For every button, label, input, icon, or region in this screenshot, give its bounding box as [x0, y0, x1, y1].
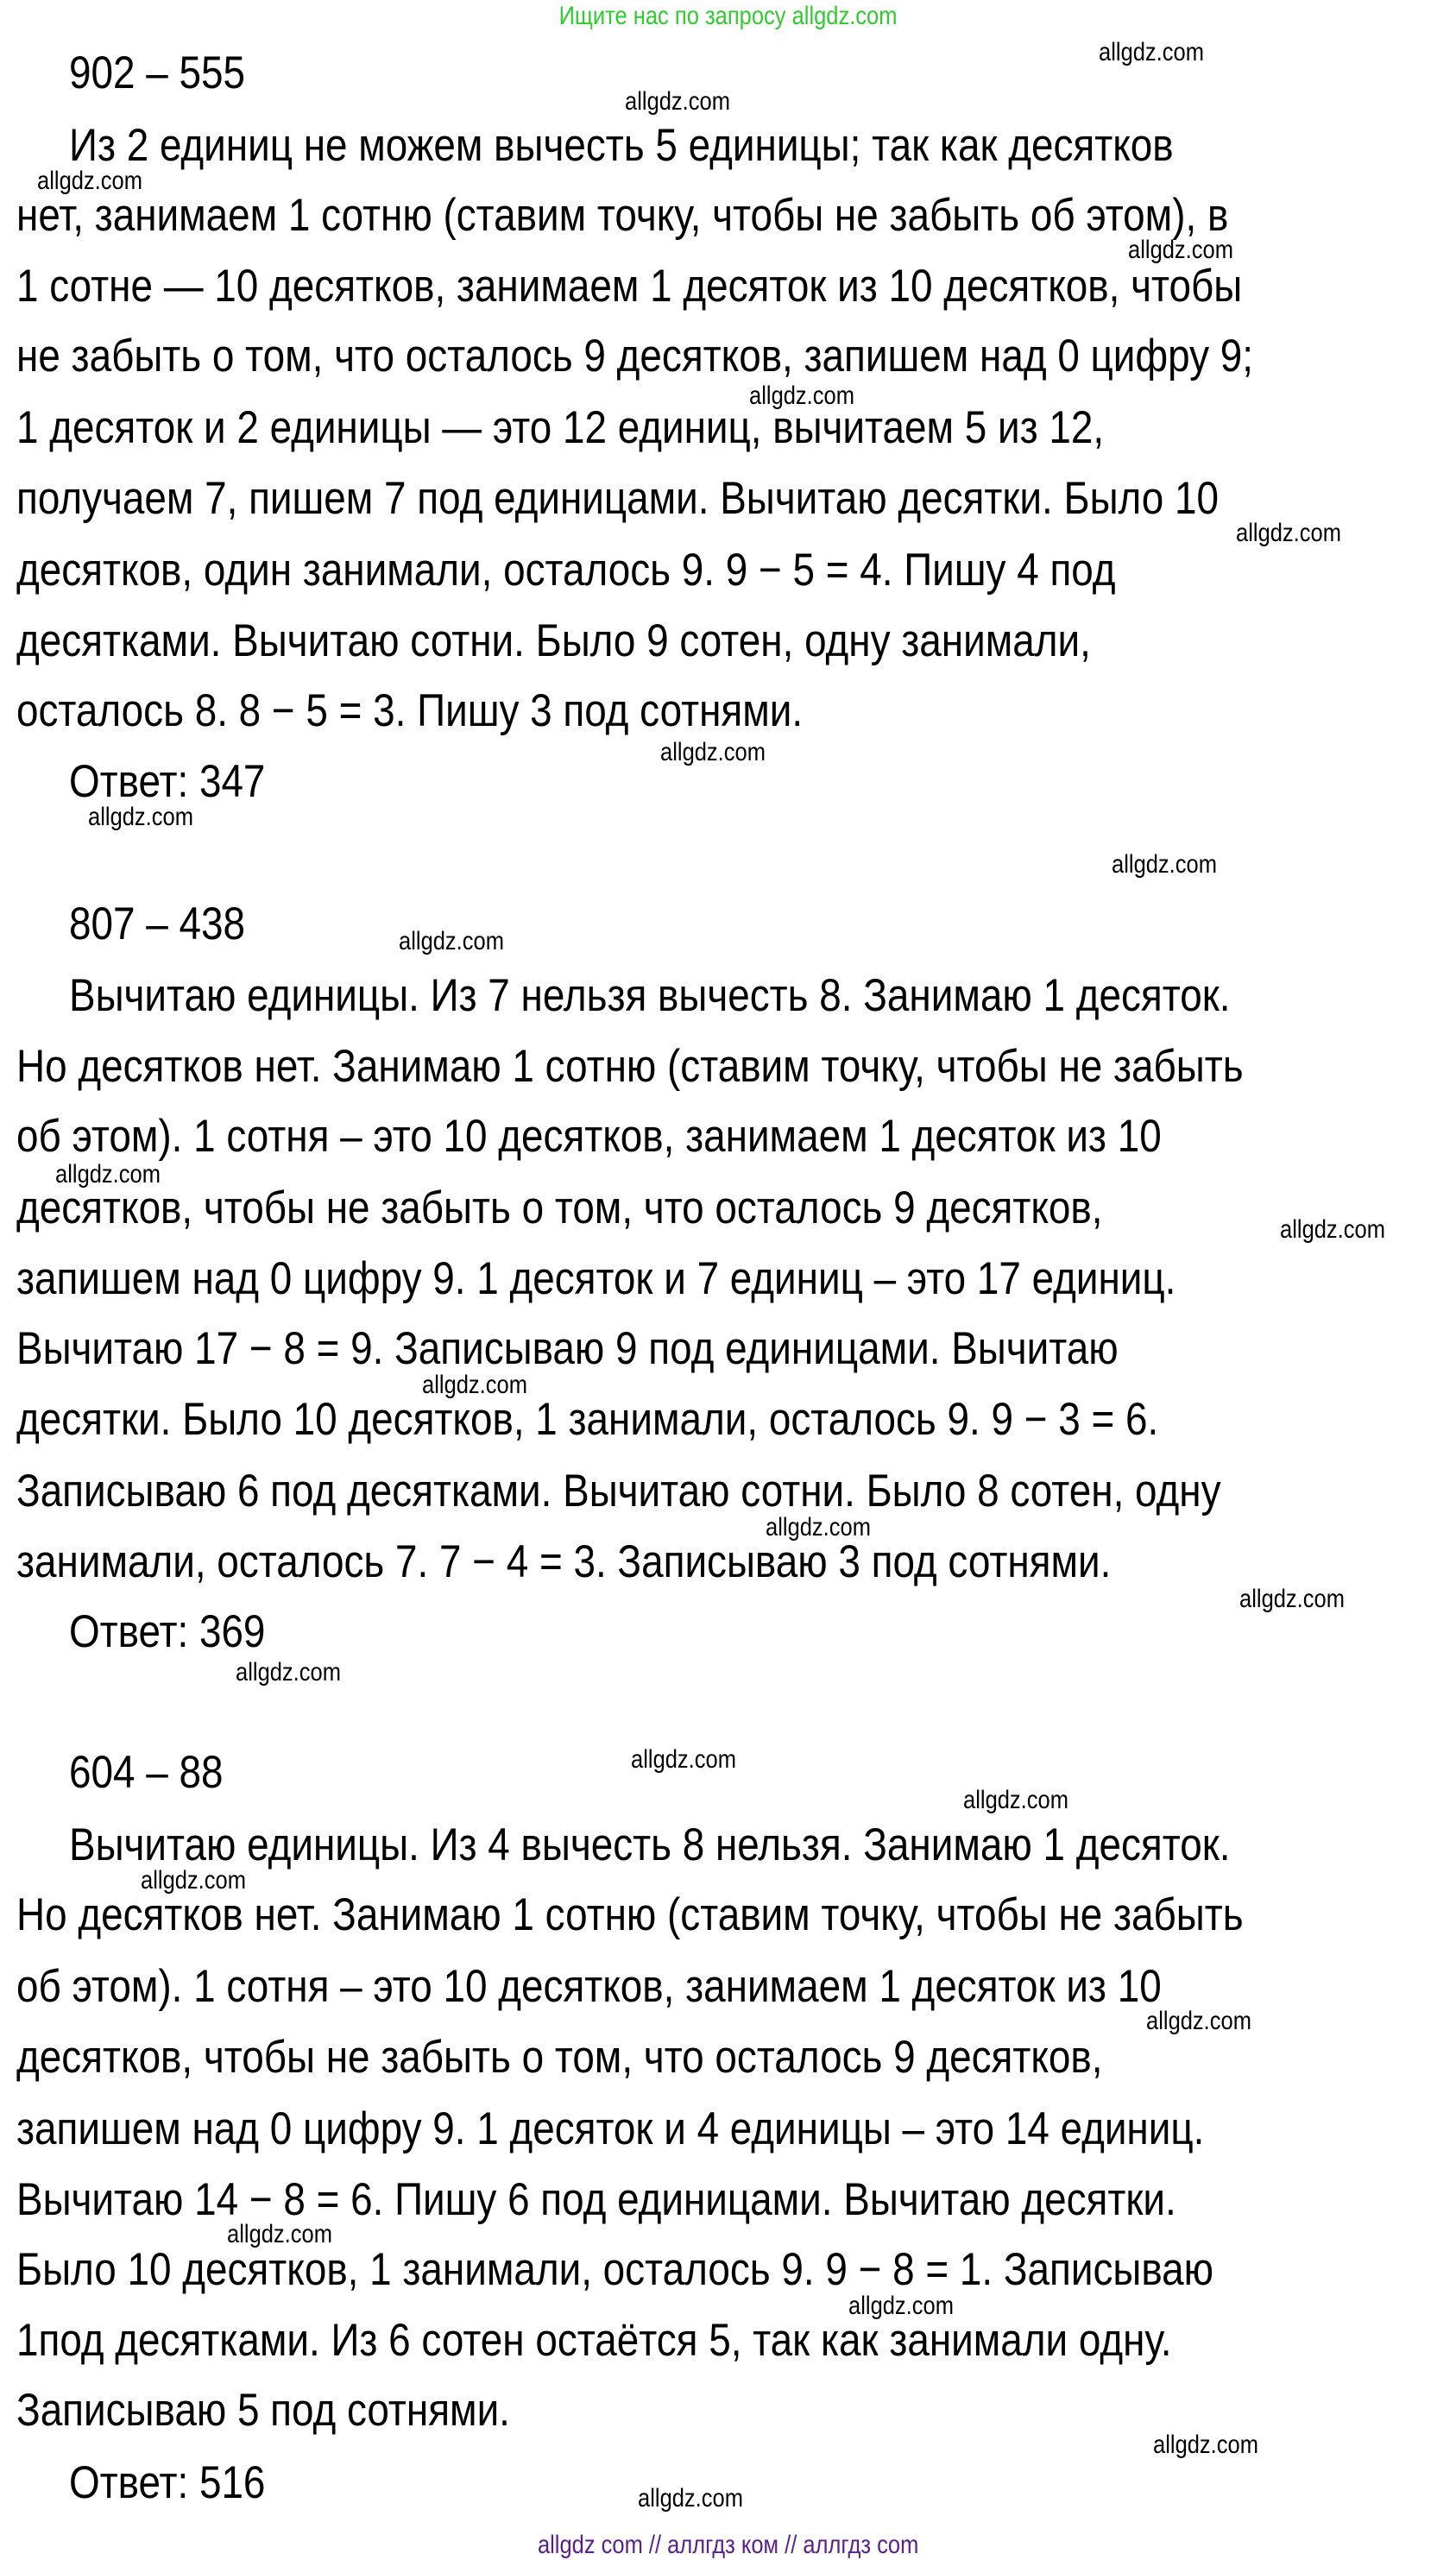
watermark: allgdz.com — [749, 381, 854, 410]
watermark: allgdz.com — [848, 2292, 954, 2320]
problem-1-line: десятков, один занимали, осталось 9. 9 − 5 = 4. Пишу 4 под — [16, 545, 1116, 596]
problem-2-line: Но десятков нет. Занимаю 1 сотню (ставим точку, чтобы не забыть — [16, 1041, 1244, 1092]
problem-2-line: занимали, осталось 7. 7 − 4 = 3. Записываю 3 под сотнями. — [16, 1536, 1112, 1587]
problem-1-line: нет, занимаем 1 сотню (ставим точку, чтобы не забыть об этом), в — [16, 190, 1229, 241]
problem-2-line: десятков, чтобы не забыть о том, что осталось 9 десятков, — [16, 1182, 1103, 1233]
problem-3-line: Но десятков нет. Занимаю 1 сотню (ставим точку, чтобы не забыть — [16, 1889, 1244, 1940]
header-banner: Ищите нас по запросу allgdz.com — [558, 2, 898, 30]
problem-1-line: Из 2 единиц не можем вычесть 5 единицы; так как десятков — [69, 120, 1174, 171]
problem-1-line: десятками. Вычитаю сотни. Было 9 сотен, одну занимали, — [16, 615, 1091, 666]
problem-2-line: Вычитаю 17 − 8 = 9. Записываю 9 под единицами. Вычитаю — [16, 1323, 1119, 1374]
problem-2-line: десятки. Было 10 десятков, 1 занимали, осталось 9. 9 − 3 = 6. — [16, 1394, 1159, 1445]
problem-2-line: об этом). 1 сотня – это 10 десятков, занимаем 1 десяток из 10 — [16, 1111, 1162, 1162]
watermark: allgdz.com — [660, 738, 766, 766]
problem-3-line: запишем над 0 цифру 9. 1 десяток и 4 единицы – это 14 единиц. — [16, 2103, 1205, 2154]
watermark: allgdz.com — [422, 1371, 527, 1399]
watermark: allgdz.com — [141, 1866, 246, 1895]
problem-3-line: Было 10 десятков, 1 занимали, осталось 9. 9 − 8 = 1. Записываю — [16, 2244, 1214, 2295]
problem-1-answer: Ответ: 347 — [69, 756, 266, 807]
watermark: allgdz.com — [1112, 850, 1217, 879]
problem-2-line: Записываю 6 под десятками. Вычитаю сотни. Было 8 сотен, одну — [16, 1466, 1221, 1516]
problem-1-line: не забыть о том, что осталось 9 десятков, запишем над 0 цифру 9; — [16, 331, 1254, 381]
footer-banner: allgdz com // аллгдз ком // аллгдз com — [537, 2531, 919, 2559]
watermark: allgdz.com — [37, 167, 142, 195]
problem-3-answer: Ответ: 516 — [69, 2457, 266, 2508]
problem-1-line: 1 десяток и 2 единицы — это 12 единиц, вычитаем 5 из 12, — [16, 402, 1105, 453]
problem-1-expression: 902 – 555 — [69, 47, 245, 98]
problem-2-line: запишем над 0 цифру 9. 1 десяток и 7 единиц – это 17 единиц. — [16, 1253, 1176, 1304]
watermark: allgdz.com — [766, 1513, 871, 1542]
problem-3-line: 1под десятками. Из 6 сотен остаётся 5, так как занимали одну. — [16, 2315, 1172, 2366]
problem-3-line: Вычитаю 14 − 8 = 6. Пишу 6 под единицами. Вычитаю десятки. — [16, 2174, 1176, 2225]
problem-3-expression: 604 – 88 — [69, 1747, 224, 1798]
watermark: allgdz.com — [227, 2220, 332, 2248]
problem-2-line: Вычитаю единицы. Из 7 нельзя вычесть 8. Занимаю 1 десяток. — [69, 970, 1231, 1021]
watermark: allgdz.com — [631, 1745, 736, 1774]
watermark: allgdz.com — [1280, 1215, 1385, 1244]
watermark: allgdz.com — [1146, 2007, 1251, 2035]
problem-2-answer: Ответ: 369 — [69, 1606, 266, 1657]
watermark: allgdz.com — [399, 927, 504, 955]
watermark: allgdz.com — [1099, 38, 1204, 66]
problem-3-line: Вычитаю единицы. Из 4 вычесть 8 нельзя. Занимаю 1 десяток. — [69, 1819, 1231, 1870]
problem-3-line: десятков, чтобы не забыть о том, что осталось 9 десятков, — [16, 2032, 1103, 2083]
problem-1-line: получаем 7, пишем 7 под единицами. Вычитаю десятки. Было 10 — [16, 473, 1220, 524]
watermark: allgdz.com — [1153, 2431, 1258, 2459]
problem-2-expression: 807 – 438 — [69, 899, 245, 949]
problem-3-line: Записываю 5 под сотнями. — [16, 2385, 510, 2436]
watermark: allgdz.com — [88, 803, 193, 831]
watermark: allgdz.com — [625, 87, 730, 116]
problem-1-line: 1 сотне — 10 десятков, занимаем 1 десяток из 10 десятков, чтобы — [16, 261, 1243, 312]
watermark: allgdz.com — [1128, 236, 1233, 264]
watermark: allgdz.com — [1239, 1585, 1345, 1613]
watermark: allgdz.com — [638, 2484, 743, 2513]
watermark: allgdz.com — [55, 1160, 161, 1189]
problem-1-line: осталось 8. 8 − 5 = 3. Пишу 3 под сотнями. — [16, 685, 804, 736]
watermark: allgdz.com — [236, 1658, 341, 1687]
problem-3-line: об этом). 1 сотня – это 10 десятков, занимаем 1 десяток из 10 — [16, 1961, 1162, 2012]
watermark: allgdz.com — [963, 1786, 1068, 1814]
watermark: allgdz.com — [1236, 519, 1341, 547]
